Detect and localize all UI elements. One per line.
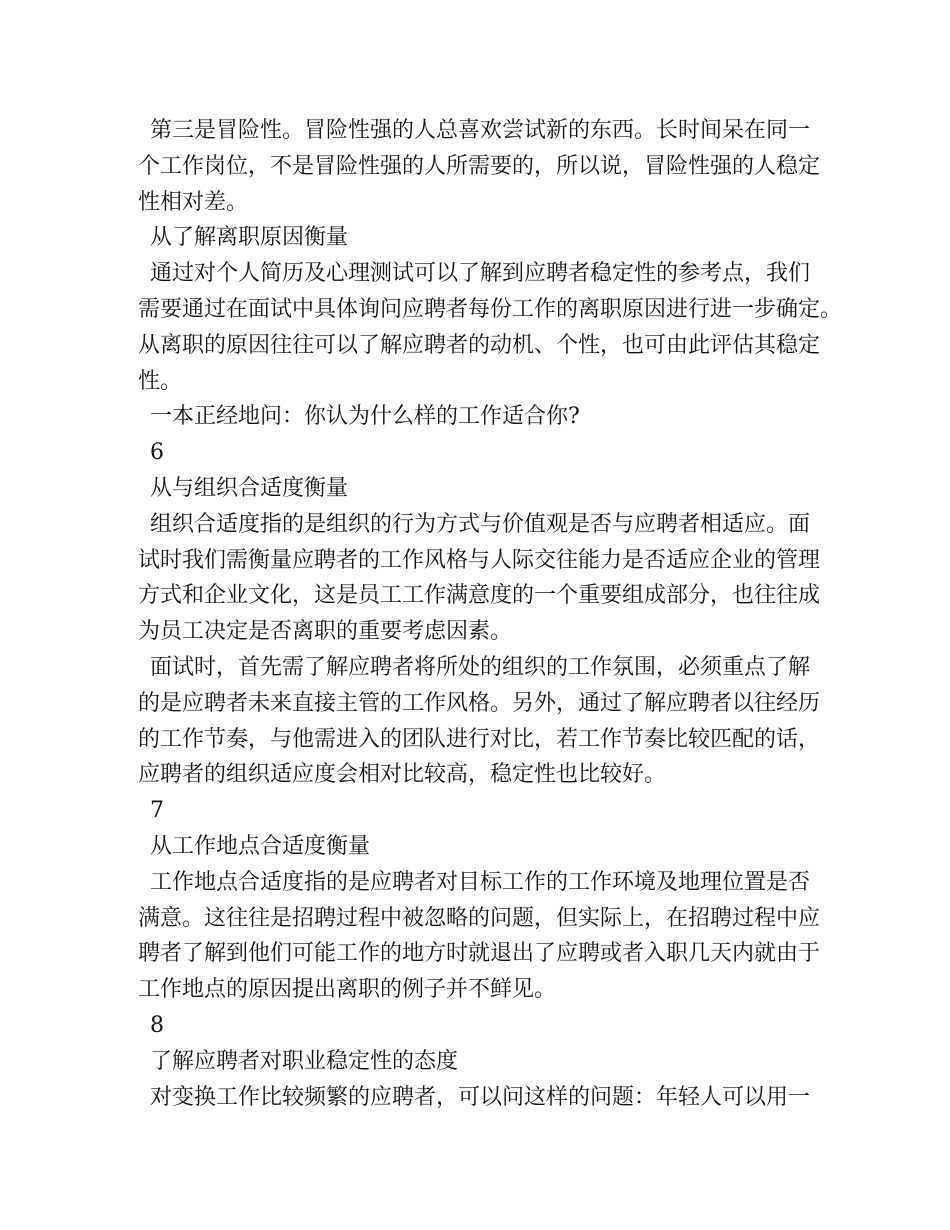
text-line: 试时我们需衡量应聘者的工作风格与人际交往能力是否适应企业的管理 <box>138 547 821 573</box>
text-line: 从离职的原因往往可以了解应聘者的动机、个性，也可由此评估其稳定 <box>138 332 821 358</box>
text-line: 满意。这往往是招聘过程中被忽略的问题，但实际上，在招聘过程中应 <box>138 905 821 931</box>
document-body <box>138 113 843 1115</box>
text-line: 第三是冒险性。冒险性强的人总喜欢尝试新的东西。长时间呆在同一 <box>150 118 811 143</box>
text-line: 对变换工作比较频繁的应聘者，可以问这样的问题：年轻人可以用一 <box>150 1084 811 1110</box>
text-line: 性。 <box>138 368 183 394</box>
text-line: 从工作地点合适度衡量 <box>150 833 371 859</box>
text-line: 方式和企业文化，这是员工工作满意度的一个重要组成部分，也往往成 <box>138 583 821 609</box>
text-line: 性相对差。 <box>138 189 249 215</box>
text-line: 7 <box>150 798 164 824</box>
text-line: 的是应聘者未来直接主管的工作风格。另外，通过了解应聘者以往经历 <box>138 690 821 716</box>
text-line: 从了解离职原因衡量 <box>150 225 349 251</box>
text-line: 的工作节奏，与他需进入的团队进行对比，若工作节奏比较匹配的话， <box>138 726 821 752</box>
text-line: 面试时，首先需了解应聘者将所处的组织的工作氛围，必须重点了解 <box>150 654 811 680</box>
text-line: 从与组织合适度衡量 <box>150 475 349 501</box>
text-line: 需要通过在面试中具体询问应聘者每份工作的离职原因进行进一步确定。 <box>138 296 843 322</box>
text-line: 6 <box>150 440 164 466</box>
text-line: 应聘者的组织适应度会相对比较高，稳定性也比较好。 <box>138 762 667 788</box>
text-line: 一本正经地问：你认为什么样的工作适合你? <box>150 404 580 430</box>
text-line: 工作地点合适度指的是应聘者对目标工作的工作环境及地理位置是否 <box>150 869 811 895</box>
text-line: 个工作岗位，不是冒险性强的人所需要的，所以说，冒险性强的人稳定 <box>138 153 821 179</box>
text-line: 为员工决定是否离职的重要考虑因素。 <box>138 619 513 645</box>
text-line: 组织合适度指的是组织的行为方式与价值观是否与应聘者相适应。面 <box>150 511 811 537</box>
text-line: 通过对个人简历及心理测试可以了解到应聘者稳定性的参考点，我们 <box>150 261 811 287</box>
text-line: 8 <box>150 1012 164 1038</box>
text-line: 工作地点的原因提出离职的例子并不鲜见。 <box>138 977 557 1003</box>
text-line: 聘者了解到他们可能工作的地方时就退出了应聘或者入职几天内就由于 <box>138 941 821 967</box>
text-line: 了解应聘者对职业稳定性的态度 <box>150 1048 459 1074</box>
